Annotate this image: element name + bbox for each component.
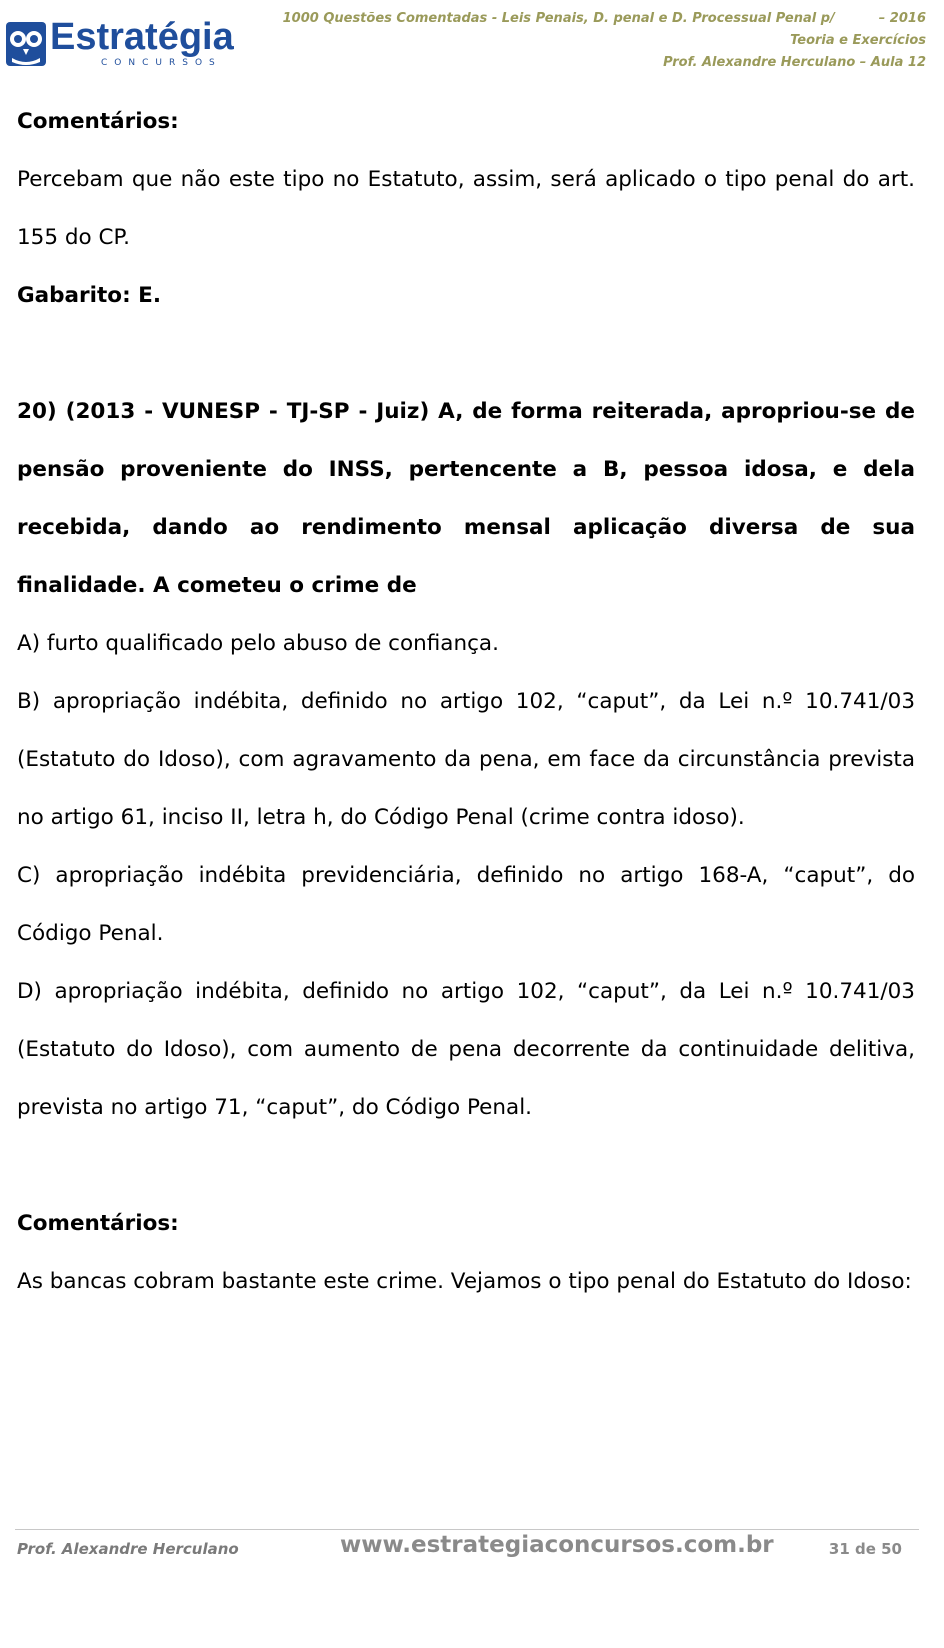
page-header — [0, 0, 944, 80]
option-d: D) apropriação indébita, definido no artigo 102, “caput”, da Lei n.º 10.741/03 (Estatuto do Idoso), com aumento de pena decorrente da continuidade delitiva, prevista no artigo 71, “caput”, do Código Penal. — [17, 979, 915, 1120]
comment-heading: Comentários: — [17, 109, 179, 134]
option-a: A) furto qualificado pelo abuso de confiança. — [17, 631, 499, 656]
spacer — [17, 1137, 915, 1195]
course-title: 1000 Questões Comentadas - Leis Penais, D. penal e D. Processual Penal p/ — [282, 11, 835, 26]
footer-divider — [15, 1529, 919, 1530]
spacer — [17, 325, 915, 383]
course-year: – 2016 — [878, 11, 926, 26]
logo-wordmark: Estratégia — [50, 16, 234, 58]
professor-lesson: Prof. Alexandre Herculano – Aula 12 — [663, 55, 926, 70]
comment-text: As bancas cobram bastante este crime. Vejamos o tipo penal do Estatuto do Idoso: — [17, 1269, 912, 1294]
comment-heading: Comentários: — [17, 1211, 179, 1236]
footer-website-link[interactable]: www.estrategiaconcursos.com.br — [340, 1532, 774, 1558]
course-subtitle: Teoria e Exercícios — [790, 33, 926, 48]
header-meta — [283, 8, 926, 74]
footer-author: Prof. Alexandre Herculano — [17, 1540, 239, 1558]
page-content — [17, 93, 915, 1311]
header-course-line — [283, 8, 926, 30]
option-c: C) apropriação indébita previdenciária, definido no artigo 168-A, “caput”, do Código Penal. — [17, 863, 915, 946]
owl-logo-icon — [6, 22, 46, 66]
page-number: 31 de 50 — [828, 1540, 902, 1558]
logo-subtext: CONCURSOS — [101, 58, 222, 68]
answer-key: Gabarito: E. — [17, 283, 162, 308]
option-b: B) apropriação indébita, definido no artigo 102, “caput”, da Lei n.º 10.741/03 (Estatuto do Idoso), com agravamento da pena, em face da circunstância prevista no artigo 61, inciso II, letra h, do Código Penal (crime contra idoso). — [17, 689, 915, 830]
estrategia-logo[interactable] — [6, 16, 246, 68]
comment-text: Percebam que não este tipo no Estatuto, assim, será aplicado o tipo penal do art. 155 do CP. — [17, 167, 915, 250]
question-statement: 20) (2013 - VUNESP - TJ-SP - Juiz) A, de forma reiterada, apropriou-se de pensão proveniente do INSS, pertencente a B, pessoa idosa, e dela recebida, dando ao rendimento mensal aplicação diversa de sua finalidade. A cometeu o crime de — [17, 399, 915, 598]
